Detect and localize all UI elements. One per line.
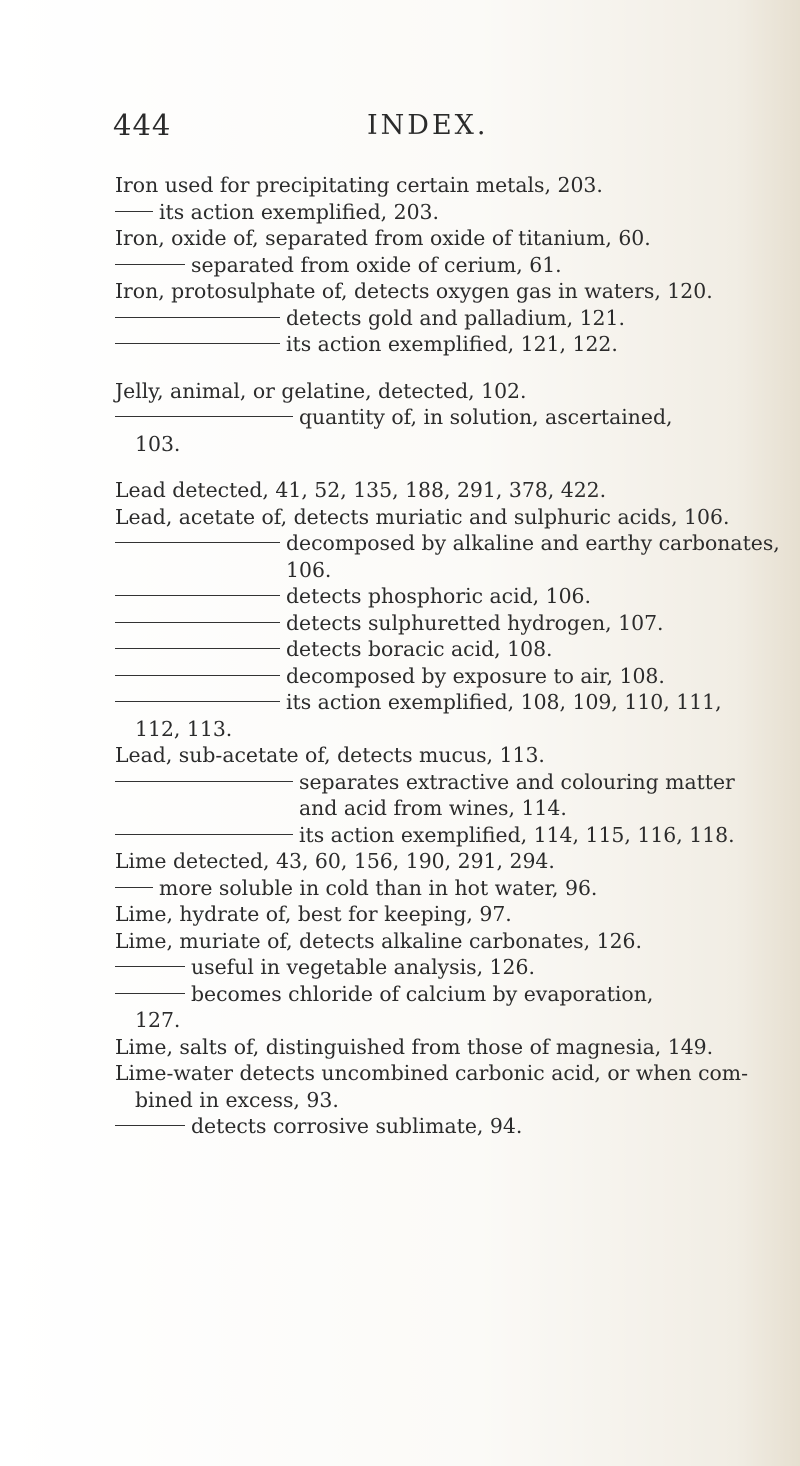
- index-entry: [115, 504, 755, 531]
- index-subentry: [115, 583, 755, 610]
- entry-text: detects gold and palladium, 121.: [286, 305, 625, 330]
- entry-text: 112, 113.: [135, 716, 233, 741]
- index-subentry: [115, 636, 755, 663]
- index-subentry: [115, 769, 755, 796]
- index-entry: [115, 901, 755, 928]
- ditto-dash: [115, 701, 280, 702]
- index-entry: [115, 1034, 755, 1061]
- ditto-dash: [115, 966, 185, 967]
- ditto-dash: [115, 675, 280, 676]
- index-subentry: [115, 1113, 755, 1140]
- entry-text: its action exemplified, 114, 115, 116, 118.: [299, 822, 735, 847]
- ditto-dash: [115, 264, 185, 265]
- entry-text: separates extractive and colouring matter: [299, 769, 735, 794]
- entry-text: Iron, protosulphate of, detects oxygen gas in waters, 120.: [115, 279, 713, 303]
- index-continuation: [115, 716, 755, 743]
- ditto-dash: [115, 416, 293, 417]
- ditto-dash: [115, 211, 153, 212]
- index-entry: [115, 477, 755, 504]
- index-continuation: [115, 431, 755, 458]
- index-subentry: [115, 663, 755, 690]
- entry-text: 127.: [135, 1008, 181, 1032]
- index-continuation: [115, 1007, 755, 1034]
- entry-text: Lead detected, 41, 52, 135, 188, 291, 378, 422.: [115, 478, 607, 502]
- index-entry: [115, 225, 755, 252]
- entry-text: Lime, hydrate of, best for keeping, 97.: [115, 902, 512, 926]
- running-head: INDEX.: [367, 110, 489, 141]
- ditto-dash: [115, 648, 280, 649]
- page-header: [113, 108, 693, 148]
- index-entry: [115, 378, 755, 405]
- ditto-dash: [115, 317, 280, 318]
- entry-text: Lime, salts of, distinguished from those of magnesia, 149.: [115, 1034, 714, 1059]
- entry-text: and acid from wines, 114.: [299, 796, 567, 820]
- index-entry: [115, 848, 755, 875]
- ditto-dash: [115, 622, 280, 623]
- index-subentry: [115, 252, 755, 279]
- entry-text: Lime detected, 43, 60, 156, 190, 291, 294.: [115, 849, 555, 873]
- entry-text: Lead, sub-acetate of, detects mucus, 113.: [115, 743, 545, 767]
- entry-text: quantity of, in solution, ascertained,: [299, 405, 673, 429]
- entry-text: 103.: [135, 431, 181, 456]
- index-subentry: [115, 199, 755, 226]
- ditto-dash: [115, 834, 293, 835]
- entry-text: Lead, acetate of, detects muriatic and sulphuric acids, 106.: [115, 504, 730, 529]
- entry-text: 106.: [286, 557, 332, 582]
- entry-text: Iron, oxide of, separated from oxide of titanium, 60.: [115, 226, 651, 250]
- index-entry: [115, 928, 755, 955]
- index-subentry: [115, 404, 755, 431]
- index-subentry: [115, 305, 755, 332]
- entry-text: more soluble in cold than in hot water, 96.: [159, 875, 598, 900]
- entry-gap: [115, 358, 755, 378]
- entry-text: Iron used for precipitating certain metals, 203.: [115, 173, 603, 197]
- index-continuation: [115, 1087, 755, 1114]
- index-entries: [115, 172, 780, 1140]
- ditto-dash: [115, 993, 185, 994]
- entry-text: useful in vegetable analysis, 126.: [191, 955, 535, 979]
- entry-gap: [115, 457, 755, 477]
- entry-text: Lime-water detects uncombined carbonic acid, or when com-: [115, 1061, 749, 1085]
- index-entry: [115, 742, 755, 769]
- ditto-dash: [115, 343, 280, 344]
- index-subentry: [115, 689, 755, 716]
- index-subentry: [115, 610, 755, 637]
- entry-text: detects corrosive sublimate, 94.: [191, 1114, 523, 1138]
- entry-text: its action exemplified, 108, 109, 110, 111,: [286, 690, 722, 714]
- ditto-dash: [115, 1125, 185, 1126]
- ditto-dash: [115, 542, 280, 543]
- entry-text: its action exemplified, 203.: [159, 199, 439, 224]
- index-continuation: [115, 557, 755, 584]
- index-continuation: [115, 795, 755, 822]
- index-entry: [115, 172, 755, 199]
- index-entry: [115, 278, 755, 305]
- entry-text: separated from oxide of cerium, 61.: [191, 252, 562, 277]
- index-entry: [115, 1060, 755, 1087]
- entry-text: Lime, muriate of, detects alkaline carbonates, 126.: [115, 928, 643, 953]
- index-subentry: [115, 822, 755, 849]
- entry-text: detects sulphuretted hydrogen, 107.: [286, 610, 664, 635]
- entry-text: bined in excess, 93.: [135, 1087, 339, 1112]
- index-subentry: [115, 875, 755, 902]
- index-subentry: [115, 981, 755, 1008]
- entry-text: becomes chloride of calcium by evaporation,: [191, 981, 654, 1006]
- entry-text: decomposed by alkaline and earthy carbonates,: [286, 531, 780, 555]
- entry-text: detects boracic acid, 108.: [286, 637, 553, 661]
- entry-text: detects phosphoric acid, 106.: [286, 584, 592, 608]
- entry-text: decomposed by exposure to air, 108.: [286, 663, 665, 688]
- entry-text: its action exemplified, 121, 122.: [286, 332, 618, 356]
- index-subentry: [115, 530, 780, 557]
- ditto-dash: [115, 781, 293, 782]
- ditto-dash: [115, 595, 280, 596]
- ditto-dash: [115, 887, 153, 888]
- index-subentry: [115, 954, 755, 981]
- entry-text: Jelly, animal, or gelatine, detected, 102.: [115, 378, 527, 403]
- page-number: 444: [113, 108, 172, 142]
- index-subentry: [115, 331, 755, 358]
